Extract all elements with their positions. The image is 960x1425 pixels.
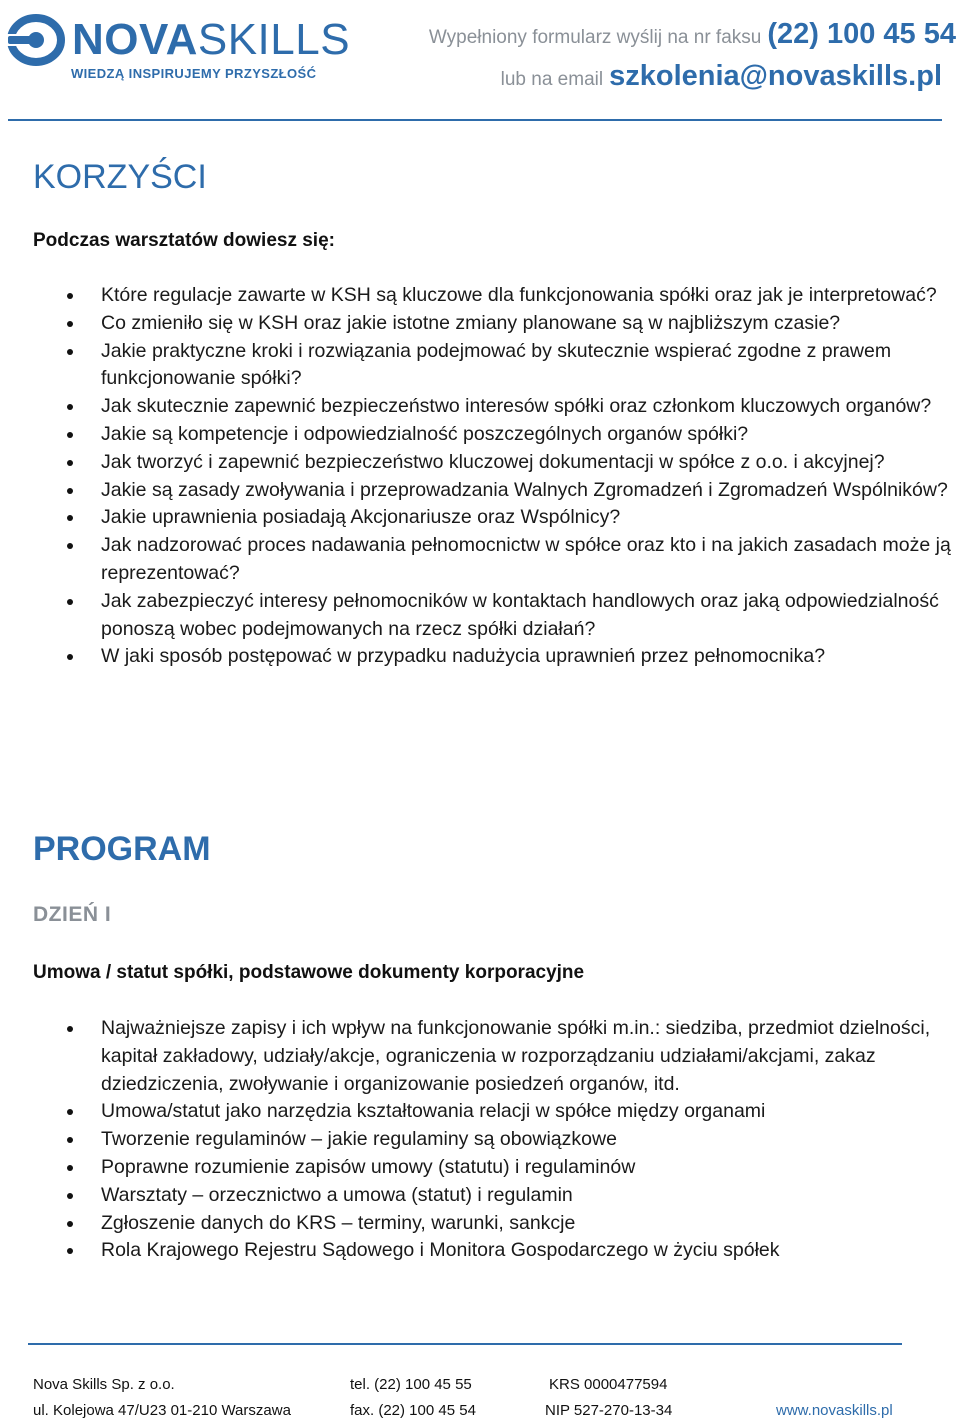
program-list	[0, 1015, 960, 1265]
benefits-intro: Podczas warsztatów dowiesz się:	[33, 230, 335, 251]
list-item: Poprawne rozumienie zapisów umowy (statutu) i regulaminów	[0, 1154, 960, 1182]
program-title: PROGRAM	[33, 830, 211, 868]
list-item: Jak nadzorować proces nadawania pełnomocnictw w spółce oraz kto i na jakich zasadach może ją reprezentować?	[0, 532, 960, 588]
header-divider	[8, 119, 942, 121]
list-item: Jak skutecznie zapewnić bezpieczeństwo interesów spółki oraz członkom kluczowych organów?	[0, 393, 960, 421]
email-link[interactable]: szkolenia@novaskills.pl	[609, 60, 942, 92]
list-item: Warsztaty – orzecznictwo a umowa (statut) i regulamin	[0, 1182, 960, 1210]
footer-fax: fax. (22) 100 45 54	[350, 1402, 476, 1419]
page-header	[0, 0, 960, 122]
footer-company: Nova Skills Sp. z o.o.	[33, 1376, 175, 1393]
list-item: Rola Krajowego Rejestru Sądowego i Monitora Gospodarczego w życiu spółek	[0, 1237, 960, 1265]
list-item: Jakie praktyczne kroki i rozwiązania podejmować by skutecznie wspierać zgodne z prawem funkcjonowanie spółki?	[0, 338, 960, 394]
list-item: Tworzenie regulaminów – jakie regulaminy są obowiązkowe	[0, 1126, 960, 1154]
list-item: Jakie są zasady zwoływania i przeprowadzania Walnych Zgromadzeń i Zgromadzeń Wspólników?	[0, 477, 960, 505]
program-topic: Umowa / statut spółki, podstawowe dokumenty korporacyjne	[33, 962, 585, 983]
logo-wordmark: NOVASKILLS	[72, 15, 351, 64]
footer-nip: NIP 527-270-13-34	[545, 1402, 673, 1419]
email-contact	[501, 60, 942, 93]
novaskills-logo	[6, 14, 351, 94]
list-item: Umowa/statut jako narzędzia kształtowania relacji w spółce między organami	[0, 1098, 960, 1126]
fax-contact	[429, 18, 956, 51]
list-item: Jakie są kompetencje i odpowiedzialność poszczególnych organów spółki?	[0, 421, 960, 449]
list-item: W jaki sposób postępować w przypadku nadużycia uprawnień przez pełnomocnika?	[0, 643, 960, 671]
footer-krs: KRS 0000477594	[549, 1376, 668, 1393]
footer-website-link[interactable]: www.novaskills.pl	[776, 1402, 893, 1419]
footer-divider	[28, 1343, 902, 1345]
footer-tel: tel. (22) 100 45 55	[350, 1376, 472, 1393]
list-item: Najważniejsze zapisy i ich wpływ na funkcjonowanie spółki m.in.: siedziba, przedmiot dzielności, kapitał zakładowy, udziały/akcje, ograniczenia w rozporządzaniu udziałami/akcjami, zakaz dziedziczenia, zwoływanie i organizowanie posiedzeń organów, itd.	[0, 1015, 960, 1098]
list-item: Jak zabezpieczyć interesy pełnomocników w kontaktach handlowych oraz jaką odpowiedzialność ponoszą wobec podejmowanych na rzecz spółki działań?	[0, 588, 960, 644]
list-item: Jak tworzyć i zapewnić bezpieczeństwo kluczowej dokumentacji w spółce z o.o. i akcyjnej?	[0, 449, 960, 477]
email-label: lub na email	[500, 69, 604, 90]
fax-label: Wypełniony formularz wyślij na nr faksu	[428, 27, 762, 48]
footer-address: ul. Kolejowa 47/U23 01-210 Warszawa	[33, 1402, 291, 1419]
day-heading: DZIEŃ I	[33, 903, 112, 926]
list-item: Co zmieniło się w KSH oraz jakie istotne zmiany planowane są w najbliższym czasie?	[0, 310, 960, 338]
logo-mark-icon	[6, 14, 68, 70]
list-item: Zgłoszenie danych do KRS – terminy, warunki, sankcje	[0, 1210, 960, 1238]
list-item: Jakie uprawnienia posiadają Akcjonariusze oraz Wspólnicy?	[0, 504, 960, 532]
list-item: Które regulacje zawarte w KSH są kluczowe dla funkcjonowania spółki oraz jak je interpretować?	[0, 282, 960, 310]
logo-tagline: WIEDZĄ INSPIRUJEMY PRZYSZŁOŚĆ	[71, 66, 317, 81]
benefits-list	[0, 282, 960, 671]
benefits-title: KORZYŚCI	[33, 158, 207, 196]
fax-number: (22) 100 45 54	[767, 18, 956, 50]
